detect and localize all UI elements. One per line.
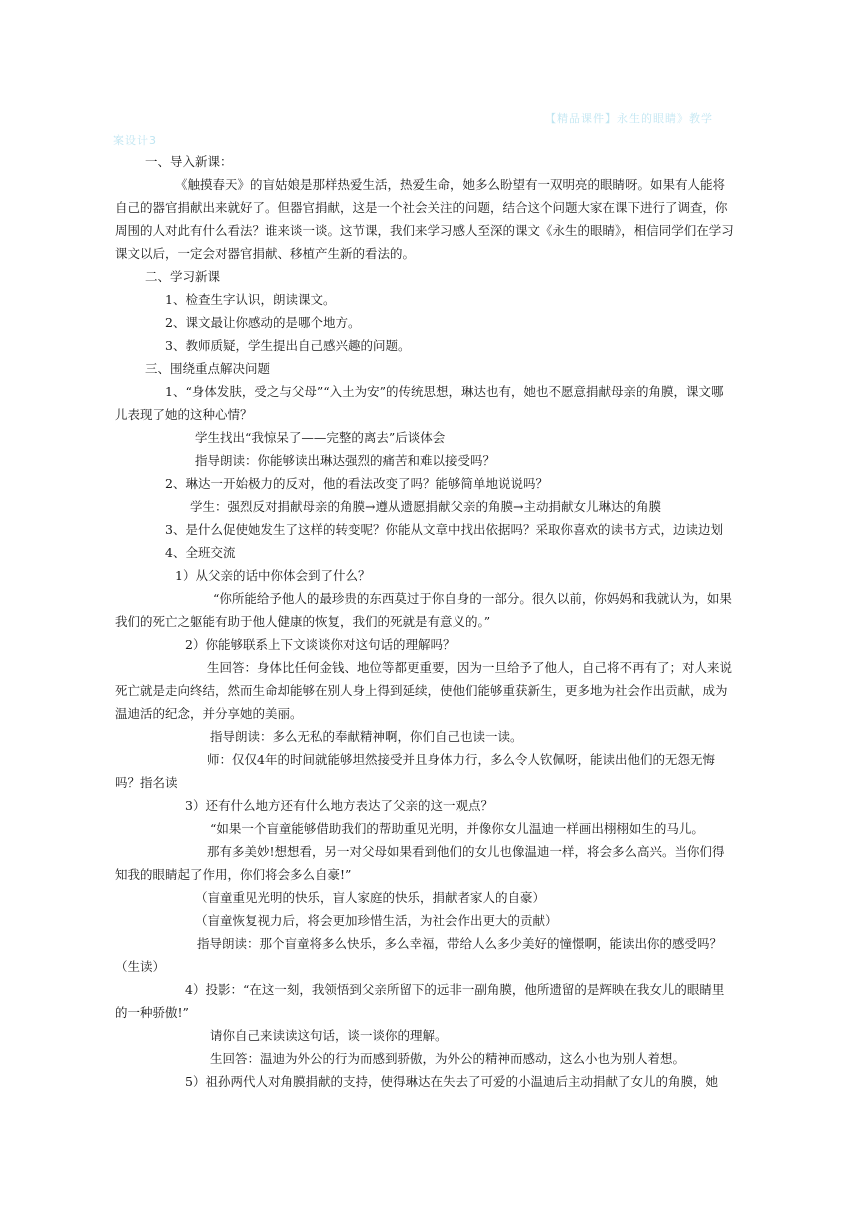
paragraph: 2）你能够联系上下文谈谈你对这句话的理解吗？ <box>185 637 456 652</box>
paragraph: 1、“身体发肤，受之与父母”“入土为安”的传统思想，琳达也有，她也不愿意捐献母亲的角膜，课文哪儿表现了她的这种心情？ <box>115 384 724 422</box>
watermark-line-1: 【精品课件】永生的眼睛》教学 <box>545 112 713 125</box>
paragraph: 2、课文最让你感动的是哪个地方。 <box>165 315 361 330</box>
paragraph: 一、导入新课： <box>145 154 233 169</box>
paragraph: 1、检查生字认识，朗读课文。 <box>165 292 336 307</box>
paragraph: （盲童重见光明的快乐，盲人家庭的快乐，捐献者家人的自豪） <box>195 890 546 905</box>
paragraph: 3、教师质疑，学生提出自己感兴趣的问题。 <box>165 338 411 353</box>
document-body <box>115 150 735 1093</box>
paragraph: 5）祖孙两代人对角膜捐献的支持，使得琳达在失去了可爱的小温迪后主动捐献了女儿的角膜，她 <box>185 1074 718 1089</box>
paragraph: 指导朗读：多么无私的奉献精神啊，你们自己也读一读。 <box>210 729 523 744</box>
paragraph: 学生找出“我惊呆了——完整的离去”后谈体会 <box>195 430 446 445</box>
paragraph: 4）投影：“在这一刻，我领悟到父亲所留下的远非一副角膜，他所遗留的是辉映在我女儿的眼睛里的一种骄傲!” <box>115 982 725 1020</box>
paragraph: 3、是什么促使她发生了这样的转变呢？你能从文章中找出依据吗？采取你喜欢的读书方式，边读边划 <box>165 522 723 537</box>
watermark-line-2: 案设计3 <box>113 134 157 147</box>
paragraph: 学生：强烈反对捐献母亲的角膜→遵从遗愿捐献父亲的角膜→主动捐献女儿琳达的角膜 <box>190 499 661 514</box>
paragraph: 师：仅仅4年的时间就能够坦然接受并且身体力行，多么令人钦佩呀，能读出他们的无怨无悔吗？指名读 <box>115 752 715 790</box>
paragraph: “如果一个盲童能够借助我们的帮助重见光明，并像你女儿温迪一样画出栩栩如生的马儿。 <box>210 821 704 836</box>
paragraph: 请你自己来读读这句话，谈一谈你的理解。 <box>210 1028 448 1043</box>
paragraph: 2、琳达一开始极力的反对，他的看法改变了吗？能够简单地说说吗？ <box>165 476 548 491</box>
paragraph: “你所能给予他人的最珍贵的东西莫过于你自身的一部分。很久以前，你妈妈和我就认为，如果我们的死亡之躯能有助于他人健康的恢复，我们的死就是有意义的。” <box>115 591 732 629</box>
paragraph: 生回答：身体比任何金钱、地位等都更重要，因为一旦给予了他人，自己将不再有了；对人来说死亡就是走向终结，然而生命却能够在别人身上得到延续，使他们能够重获新生，更多地为社会作出贡献，成为温迪活的纪念，并分享她的美丽。 <box>115 660 733 721</box>
paragraph: 指导朗读：那个盲童将多么快乐，多么幸福，带给人么多少美好的憧憬啊，能读出你的感受吗？（生读） <box>115 936 723 974</box>
paragraph: 《触摸春天》的盲姑娘是那样热爱生活，热爱生命，她多么盼望有一双明亮的眼睛呀。如果有人能将自己的器官捐献出来就好了。但器官捐献，这是一个社会关注的问题，结合这个问题大家在课下进行了调查，你周围的人对此有什么看法？谁来谈一谈。这节课，我们来学习感人至深的课文《永生的眼睛》，相信同学们在学习课文以后，一定会对器官捐献、移植产生新的看法的。 <box>115 177 734 261</box>
paragraph: 指导朗读：你能够读出琳达强烈的痛苦和难以接受吗？ <box>195 453 496 468</box>
paragraph: （盲童恢复视力后，将会更加珍惜生活，为社会作出更大的贡献） <box>195 913 558 928</box>
paragraph: 二、学习新课 <box>145 269 221 284</box>
paragraph: 三、围绕重点解决问题 <box>145 361 271 376</box>
paragraph: 4、全班交流 <box>165 545 236 560</box>
paragraph: 那有多美妙!想想看，另一对父母如果看到他们的女儿也像温迪一样，将会多么高兴。当你们得知我的眼睛起了作用，你们将会多么自豪!” <box>115 844 725 882</box>
paragraph: 1）从父亲的话中你体会到了什么？ <box>175 568 371 583</box>
paragraph: 3）还有什么地方还有什么地方表达了父亲的这一观点？ <box>185 798 493 813</box>
paragraph: 生回答：温迪为外公的行为而感到骄傲，为外公的精神而感动，这么小也为别人着想。 <box>210 1051 686 1066</box>
